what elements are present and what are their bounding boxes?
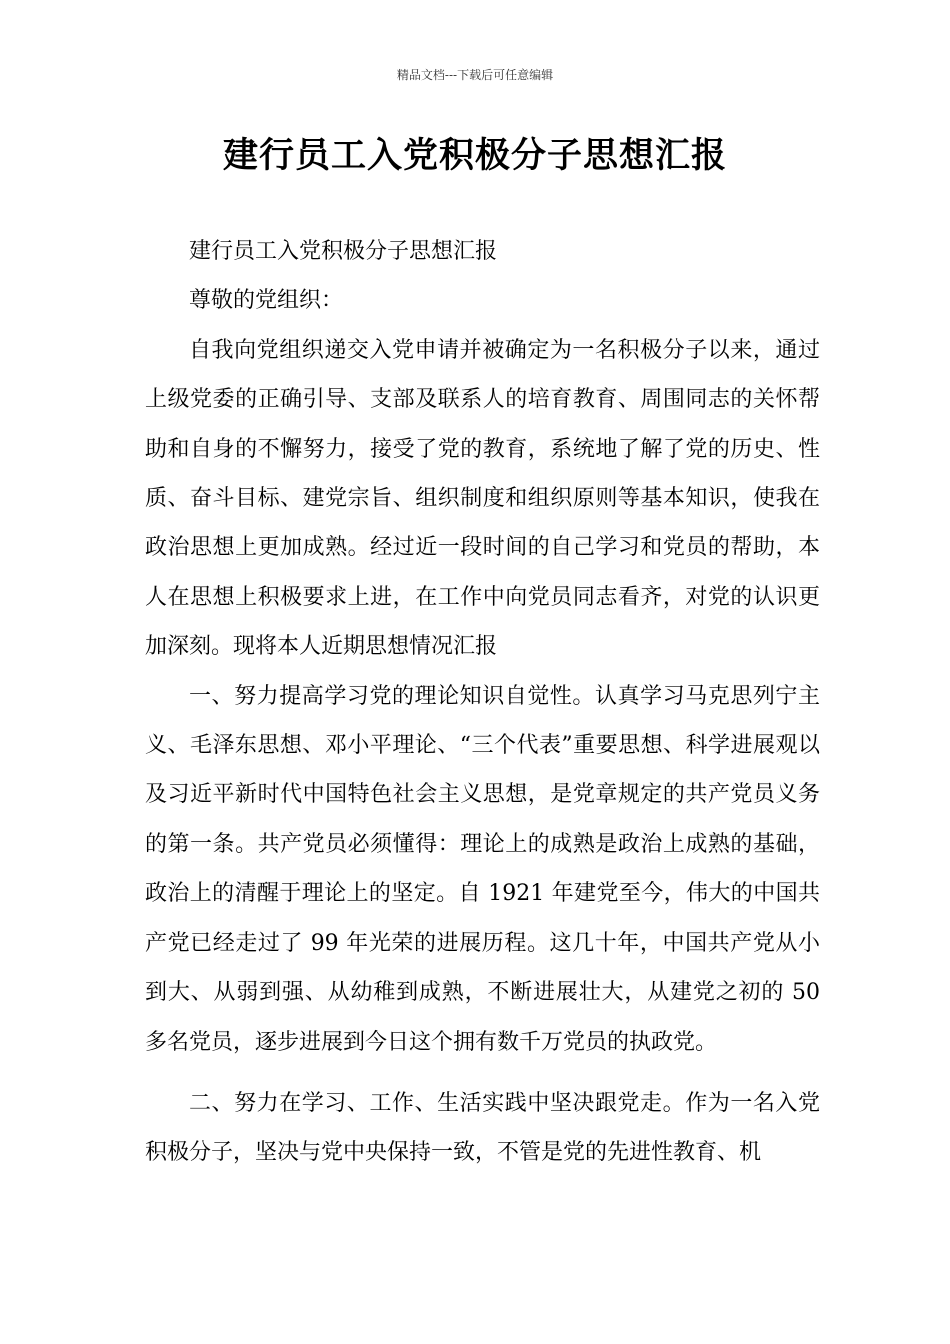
intro-paragraph: 自我向党组织递交入党申请并被确定为一名积极分子以来，通过上级党委的正确引导、支部及联系人的培育教育、周围同志的关怀帮助和自身的不懈努力，接受了党的教育，系统地了解了党的历史、性质、奋斗目标、建党宗旨、组织制度和组织原则等基本知识，使我在政治思想上更加成熟。经过近一段时间的自己学习和党员的帮助，本人在思想上积极要求上进，在工作中向党员同志看齐，对党的认识更加深刻。现将本人近期思想情况汇报 xyxy=(145,337,820,660)
body-subtitle-paragraph: 建行员工入党积极分子思想汇报 xyxy=(189,239,498,264)
salutation-paragraph: 尊敬的党组织： xyxy=(189,288,344,314)
header-note: 精品文档---下载后可任意编辑 xyxy=(396,68,554,82)
document-body xyxy=(145,227,820,1178)
section-two-paragraph: 二、努力在学习、工作、生活实践中坚决跟党走。作为一名入党积极分子，坚决与党中央保持一致，不管是党的先进性教育、机 xyxy=(145,1090,820,1166)
document-title: 建行员工入党积极分子思想汇报 xyxy=(222,136,727,176)
section-one-paragraph: 一、努力提高学习党的理论知识自觉性。认真学习马克思列宁主义、毛泽东思想、邓小平理论、“三个代表”重要思想、科学进展观以及习近平新时代中国特色社会主义思想，是党章规定的共产党员义务的第一条。共产党员必须懂得：理论上的成熟是政治上成熟的基础，政治上的清醒于理论上的坚定。自 1921 年建党至今，伟大的中国共产党已经走过了 99 年光荣的进展历程。这几十年，中国共产党从小到大、从弱到强、从幼稚到成熟，不断进展壮大，从建党之初的 50 多名党员，逐步进展到今日这个拥有数千万党员的执政党。 xyxy=(145,683,820,1055)
